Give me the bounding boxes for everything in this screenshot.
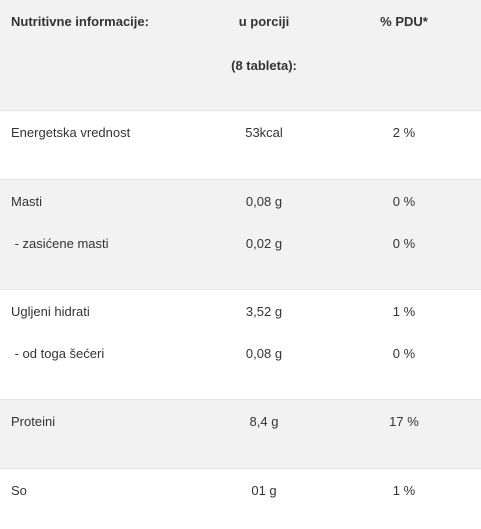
nutrient-subpdu: 0 % [392,346,416,361]
header-per-serving: u porciji [238,14,290,29]
table-row-fat [0,180,481,290]
nutrient-amount: 01 g [251,483,277,498]
nutrient-pdu: 17 % [389,414,419,429]
nutrient-pdu: 1 % [392,304,416,319]
header-serving-size: (8 tableta): [231,58,297,73]
nutrient-name: Energetska vrednost [11,125,131,140]
nutrient-amount: 8,4 g [249,414,279,429]
table-header-row [0,0,481,111]
table-row-salt [0,469,481,529]
nutrient-subname: - od toga šećeri [11,346,105,361]
nutrient-subamount: 0,02 g [245,236,283,251]
table-row-energy [0,111,481,180]
header-pdu: % PDU* [380,14,428,29]
nutrient-name: Ugljeni hidrati [11,304,90,319]
nutrient-amount: 53kcal [245,125,283,140]
nutrient-subpdu: 0 % [392,236,416,251]
nutrient-pdu: 0 % [392,194,416,209]
nutrient-pdu: 2 % [392,125,416,140]
nutrient-name: Masti [11,194,43,209]
nutrient-amount: 0,08 g [245,194,283,209]
table-row-carbs [0,290,481,400]
nutrient-name: Proteini [11,414,56,429]
nutrient-amount: 3,52 g [245,304,283,319]
nutrient-subname: - zasićene masti [11,236,109,251]
table-row-protein [0,400,481,469]
header-nutrition-info: Nutritivne informacije: [11,14,149,29]
nutrient-subamount: 0,08 g [245,346,283,361]
nutrient-pdu: 1 % [392,483,416,498]
nutrient-name: So [11,483,27,498]
